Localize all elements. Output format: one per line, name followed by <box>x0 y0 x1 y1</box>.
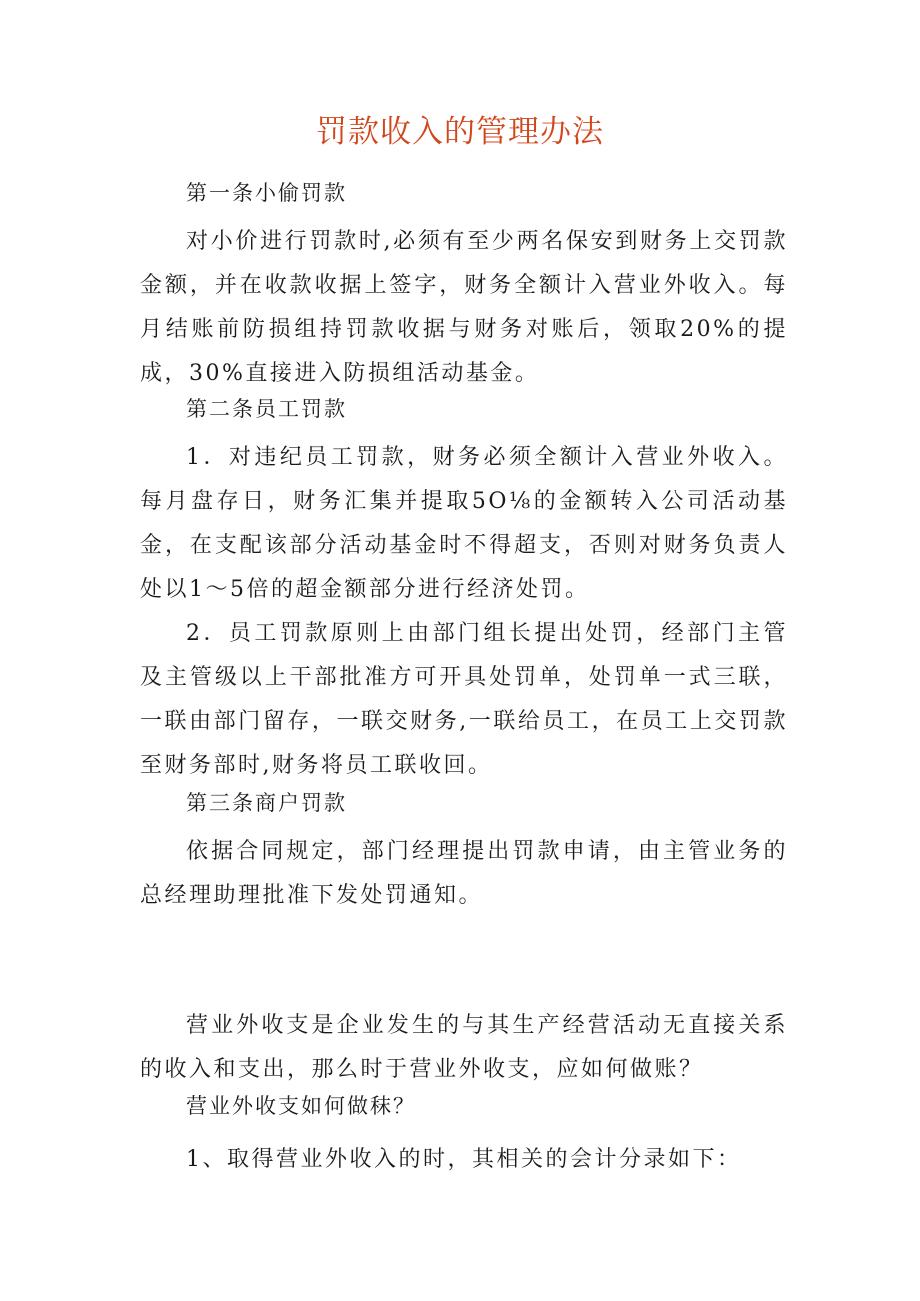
section-2-paragraph-1: 1．对违纪员工罚款，财务必须全额计入营业外收入。每月盘存日，财务汇集并提取5O⅛的金额转入公司活动基金，在支配该部分活动基金时不得超支，否则对财务负责人处以1～5倍的超金额部分进行经济处罚。 <box>140 445 788 602</box>
section-heading-3: 第三条商户罚款 <box>186 791 347 815</box>
section-2-paragraph-2: 2．员工罚款原则上由部门组长提出处罚，经部门主管及主管级以上干部批准方可开具处罚单，处罚单一式三联，一联由部门留存，一联交财务,一联给员工，在员工上交罚款至财务部时,财务将员工联收回。 <box>140 621 788 778</box>
section-3-paragraph: 依据合同规定，部门经理提出罚款申请，由主管业务的总经理助理批准下发处罚通知。 <box>140 839 788 908</box>
extra-item-1: 1、取得营业外收入的时，其相关的会计分录如下： <box>186 1147 742 1172</box>
section-1-paragraph: 对小价进行罚款时,必须有至少两名保安到财务上交罚款金额，并在收款收据上签字，财务全额计入营业外收入。每月结账前防损组持罚款收据与财务对账后，领取20%的提成，30%直接进入防损组活动基金。 <box>140 229 788 386</box>
section-heading-1: 第一条小偷罚款 <box>186 181 347 205</box>
document-title: 罚款收入的管理办法 <box>316 114 604 150</box>
extra-intro-paragraph: 营业外收支是企业发生的与其生产经营活动无直接关系的收入和支出，那么时于营业外收支，应如何做账？ <box>140 1013 788 1082</box>
section-heading-2: 第二条员工罚款 <box>186 397 347 421</box>
extra-question: 营业外收支如何做秣？ <box>186 1094 416 1118</box>
